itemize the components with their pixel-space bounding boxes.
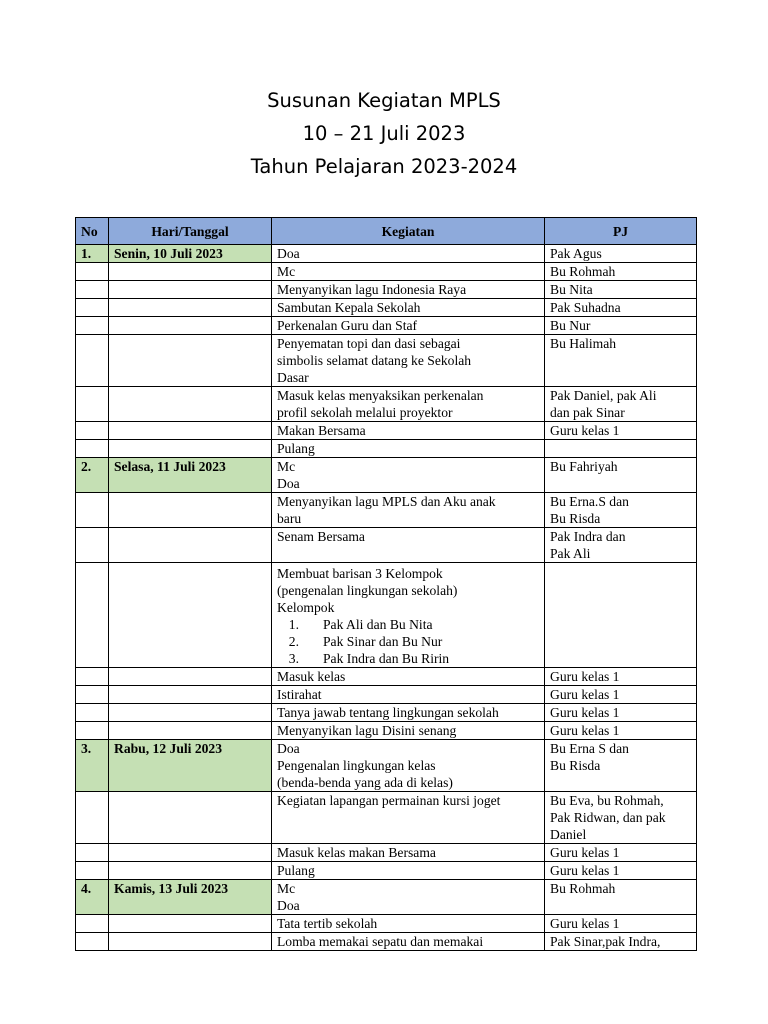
row-day — [109, 263, 272, 281]
row-day — [109, 335, 272, 387]
row-pj — [545, 668, 697, 686]
activity-line: Istirahat — [277, 687, 322, 702]
activity-line: Menyanyikan lagu Disini senang — [277, 723, 457, 738]
pj-line: Guru kelas 1 — [550, 723, 620, 738]
row-activity — [272, 933, 545, 951]
pj-line: Bu Risda — [550, 758, 601, 773]
row-pj — [545, 704, 697, 722]
row-activity — [272, 458, 545, 493]
row-pj — [545, 263, 697, 281]
row-day: Kamis, 13 Juli 2023 — [109, 880, 272, 915]
table-row — [76, 686, 697, 704]
table-row — [76, 458, 697, 493]
row-pj — [545, 528, 697, 563]
row-pj — [545, 933, 697, 951]
table-row — [76, 915, 697, 933]
pj-line: Bu Risda — [550, 511, 601, 526]
row-number — [76, 722, 109, 740]
row-number — [76, 668, 109, 686]
activity-line: Doa — [277, 898, 300, 913]
row-activity — [272, 493, 545, 528]
list-item-number: 3. — [288, 651, 299, 666]
row-day: Rabu, 12 Juli 2023 — [109, 740, 272, 792]
row-activity — [272, 335, 545, 387]
activity-line: Mc — [277, 459, 296, 474]
row-activity — [272, 263, 545, 281]
row-day — [109, 668, 272, 686]
list-item-text: Pak Ali dan Bu Nita — [323, 617, 433, 632]
row-day — [109, 563, 272, 668]
row-pj — [545, 422, 697, 440]
row-day — [109, 440, 272, 458]
table-row — [76, 862, 697, 880]
list-item-number: 2. — [288, 634, 299, 649]
activity-line: Penyematan topi dan dasi sebagai — [277, 336, 461, 351]
activity-line: Sambutan Kepala Sekolah — [277, 300, 421, 315]
row-activity — [272, 422, 545, 440]
row-number — [76, 704, 109, 722]
activity-line: Membuat barisan 3 Kelompok — [277, 566, 443, 581]
row-activity — [272, 563, 545, 668]
table-row — [76, 422, 697, 440]
row-day — [109, 722, 272, 740]
row-pj — [545, 458, 697, 493]
row-number — [76, 862, 109, 880]
row-activity — [272, 740, 545, 792]
pj-line: Bu Erna.S dan — [550, 494, 629, 509]
header-day: Hari/Tanggal — [109, 218, 272, 245]
pj-line: Guru kelas 1 — [550, 863, 620, 878]
row-day — [109, 299, 272, 317]
pj-line: Bu Eva, bu Rohmah, — [550, 793, 664, 808]
pj-line: Pak Ridwan, dan pak — [550, 810, 666, 825]
activity-line: Tata tertib sekolah — [277, 916, 378, 931]
row-number — [76, 493, 109, 528]
row-activity — [272, 722, 545, 740]
activity-line: Dasar — [277, 370, 309, 385]
row-number — [76, 422, 109, 440]
table-row — [76, 299, 697, 317]
row-number — [76, 528, 109, 563]
table-row — [76, 335, 697, 387]
row-day — [109, 915, 272, 933]
activity-line: Perkenalan Guru dan Staf — [277, 318, 418, 333]
row-number — [76, 263, 109, 281]
row-number — [76, 563, 109, 668]
list-item — [277, 616, 539, 633]
activity-line: Lomba memakai sepatu dan memakai — [277, 934, 484, 949]
row-day — [109, 792, 272, 844]
table-row — [76, 880, 697, 915]
activity-line: simbolis selamat datang ke Sekolah — [277, 353, 472, 368]
header-no: No — [76, 218, 109, 245]
row-activity — [272, 686, 545, 704]
row-pj — [545, 493, 697, 528]
table-row — [76, 263, 697, 281]
row-day — [109, 528, 272, 563]
row-activity — [272, 792, 545, 844]
pj-line: Daniel — [550, 827, 587, 842]
row-activity — [272, 528, 545, 563]
table-row — [76, 440, 697, 458]
pj-line: dan pak Sinar — [550, 405, 625, 420]
row-activity — [272, 440, 545, 458]
activity-line: profil sekolah melalui proyektor — [277, 405, 453, 420]
list-item-text: Pak Sinar dan Bu Nur — [323, 634, 443, 649]
pj-line: Pak Ali — [550, 546, 591, 561]
row-number — [76, 335, 109, 387]
group-list — [277, 616, 539, 667]
row-number — [76, 686, 109, 704]
activity-line: Tanya jawab tentang lingkungan sekolah — [277, 705, 499, 720]
pj-line: Guru kelas 1 — [550, 845, 620, 860]
pj-line: Bu Nita — [550, 282, 593, 297]
pj-line: Bu Fahriyah — [550, 459, 618, 474]
pj-line: Bu Halimah — [550, 336, 617, 351]
row-pj — [545, 844, 697, 862]
row-day — [109, 493, 272, 528]
activity-line: Senam Bersama — [277, 529, 365, 544]
activity-line: Pengenalan lingkungan kelas — [277, 758, 436, 773]
row-pj — [545, 245, 697, 263]
row-number — [76, 317, 109, 335]
pj-line: Guru kelas 1 — [550, 916, 620, 931]
row-number — [76, 792, 109, 844]
pj-line: Pak Daniel, pak Ali — [550, 388, 657, 403]
list-item-number: 1. — [288, 617, 299, 632]
row-day — [109, 422, 272, 440]
activity-line: Doa — [277, 476, 300, 491]
activity-line: Masuk kelas — [277, 669, 346, 684]
table-row — [76, 704, 697, 722]
table-row — [76, 722, 697, 740]
row-pj — [545, 335, 697, 387]
row-number — [76, 440, 109, 458]
row-day — [109, 704, 272, 722]
table-row — [76, 933, 697, 951]
row-pj — [545, 387, 697, 422]
table-row — [76, 493, 697, 528]
table-row — [76, 792, 697, 844]
row-pj — [545, 686, 697, 704]
table-row — [76, 245, 697, 263]
pj-line: Guru kelas 1 — [550, 423, 620, 438]
table-row — [76, 740, 697, 792]
pj-line: Guru kelas 1 — [550, 687, 620, 702]
document-date-range: 10 – 21 Juli 2023 — [302, 122, 466, 145]
document-school-year: Tahun Pelajaran 2023-2024 — [250, 155, 518, 178]
pj-line: Guru kelas 1 — [550, 669, 620, 684]
document-title-block — [0, 84, 768, 183]
row-number: 2. — [76, 458, 109, 493]
activity-line: Menyanyikan lagu MPLS dan Aku anak — [277, 494, 496, 509]
activity-line: Menyanyikan lagu Indonesia Raya — [277, 282, 467, 297]
pj-line: Pak Indra dan — [550, 529, 626, 544]
list-item-text: Pak Indra dan Bu Ririn — [323, 651, 450, 666]
pj-line: Bu Rohmah — [550, 881, 616, 896]
row-pj — [545, 740, 697, 792]
pj-line: Bu Nur — [550, 318, 591, 333]
activity-line: Doa — [277, 246, 300, 261]
pj-line: Pak Agus — [550, 246, 602, 261]
row-number: 3. — [76, 740, 109, 792]
table-row — [76, 668, 697, 686]
pj-line: Pak Sinar,pak Indra, — [550, 934, 661, 949]
row-number — [76, 387, 109, 422]
activity-line: (benda-benda yang ada di kelas) — [277, 775, 453, 790]
row-activity — [272, 299, 545, 317]
activity-line: Kegiatan lapangan permainan kursi joget — [277, 793, 501, 808]
table-row — [76, 563, 697, 668]
activity-line: Pulang — [277, 441, 315, 456]
header-pj: PJ — [545, 218, 697, 245]
document-title: Susunan Kegiatan MPLS — [267, 89, 501, 112]
row-pj — [545, 722, 697, 740]
table-row — [76, 317, 697, 335]
activity-line: Masuk kelas makan Bersama — [277, 845, 436, 860]
row-day — [109, 844, 272, 862]
row-number — [76, 299, 109, 317]
activity-line: Pulang — [277, 863, 315, 878]
row-number: 4. — [76, 880, 109, 915]
row-activity — [272, 844, 545, 862]
row-pj — [545, 440, 697, 458]
row-day — [109, 317, 272, 335]
row-activity — [272, 281, 545, 299]
list-item — [277, 650, 539, 667]
row-day — [109, 933, 272, 951]
row-activity — [272, 915, 545, 933]
row-pj — [545, 299, 697, 317]
activity-line: baru — [277, 511, 302, 526]
schedule-table — [75, 217, 697, 951]
activity-line: (pengenalan lingkungan sekolah) — [277, 583, 458, 598]
activity-line: Doa — [277, 741, 300, 756]
row-day — [109, 387, 272, 422]
header-activity: Kegiatan — [272, 218, 545, 245]
row-day: Selasa, 11 Juli 2023 — [109, 458, 272, 493]
schedule-body — [76, 245, 697, 951]
row-activity — [272, 862, 545, 880]
row-pj — [545, 915, 697, 933]
pj-line: Bu Erna S dan — [550, 741, 629, 756]
row-activity — [272, 668, 545, 686]
row-number — [76, 933, 109, 951]
row-number — [76, 281, 109, 299]
row-pj — [545, 317, 697, 335]
pj-line: Pak Suhadna — [550, 300, 621, 315]
row-day — [109, 281, 272, 299]
row-activity — [272, 704, 545, 722]
pj-line: Guru kelas 1 — [550, 705, 620, 720]
row-activity — [272, 245, 545, 263]
pj-line: Bu Rohmah — [550, 264, 616, 279]
row-pj — [545, 862, 697, 880]
row-day: Senin, 10 Juli 2023 — [109, 245, 272, 263]
row-pj — [545, 281, 697, 299]
row-activity — [272, 880, 545, 915]
row-number — [76, 915, 109, 933]
activity-line: Masuk kelas menyaksikan perkenalan — [277, 388, 484, 403]
row-day — [109, 686, 272, 704]
activity-line: Kelompok — [277, 600, 335, 615]
row-number — [76, 844, 109, 862]
activity-line: Makan Bersama — [277, 423, 366, 438]
row-activity — [272, 317, 545, 335]
activity-line: Mc — [277, 264, 296, 279]
table-header-row — [76, 218, 697, 245]
table-row — [76, 387, 697, 422]
activity-line: Mc — [277, 881, 296, 896]
row-pj — [545, 792, 697, 844]
table-row — [76, 281, 697, 299]
table-row — [76, 844, 697, 862]
row-day — [109, 862, 272, 880]
list-item — [277, 633, 539, 650]
row-number: 1. — [76, 245, 109, 263]
row-pj — [545, 563, 697, 668]
row-activity — [272, 387, 545, 422]
table-row — [76, 528, 697, 563]
row-pj — [545, 880, 697, 915]
